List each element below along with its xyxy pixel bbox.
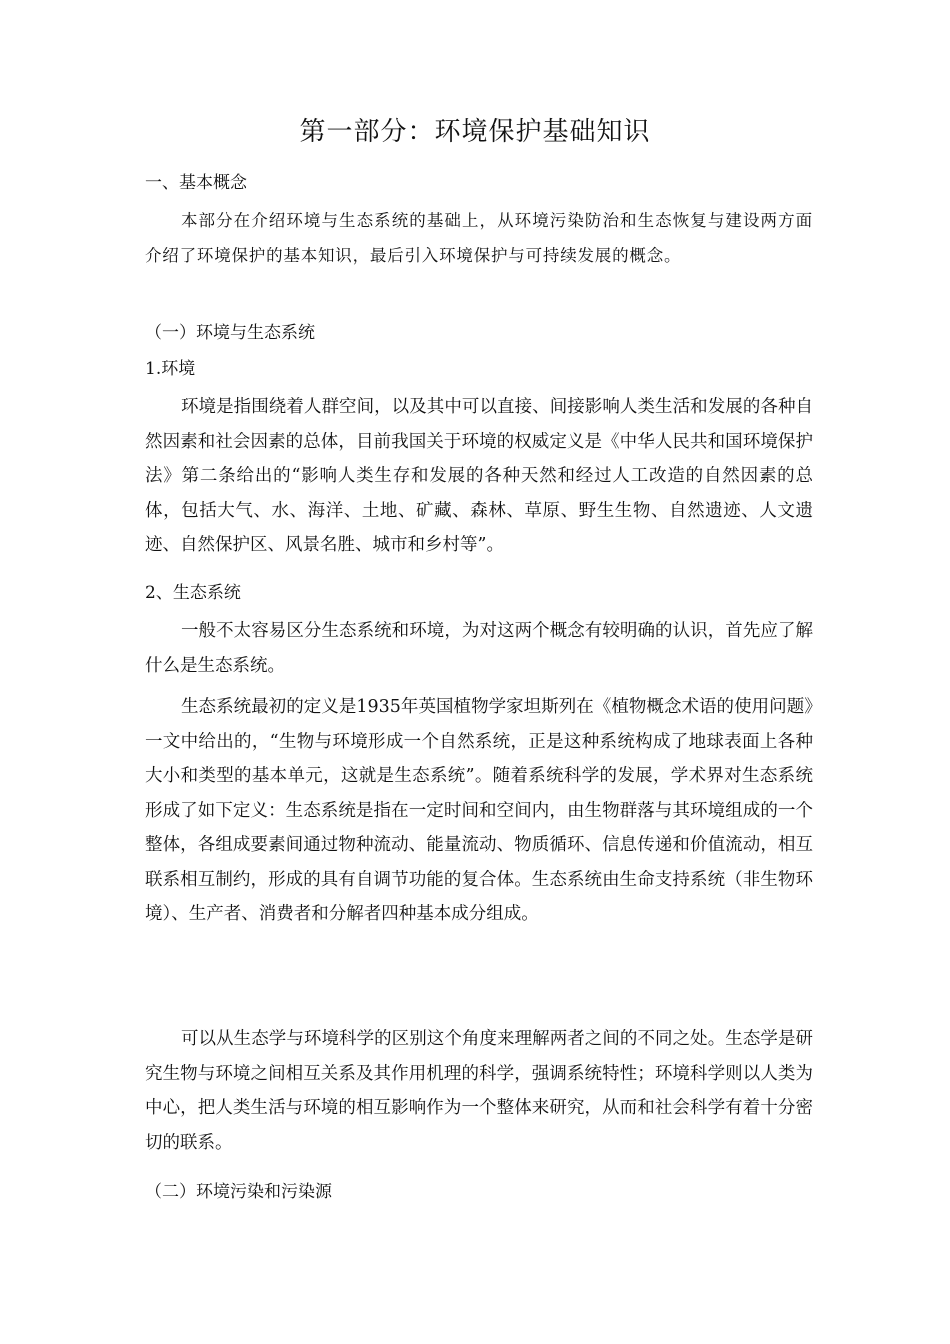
subsection-heading-environment-ecosystem: （一）环境与生态系统: [145, 323, 315, 343]
subsection-heading-pollution: （二）环境污染和污染源: [145, 1182, 332, 1202]
section-heading-basic-concepts: 一、基本概念: [145, 173, 247, 193]
intro-paragraph: 本部分在介绍环境与生态系统的基础上，从环境污染防治和生态恢复与建设两方面介绍了环境保护的基本知识，最后引入环境保护与可持续发展的概念。: [145, 211, 813, 265]
item-heading-ecosystem: 2、生态系统: [145, 583, 241, 603]
ecosystem-paragraph-1: 一般不太容易区分生态系统和环境，为对这两个概念有较明确的认识，首先应了解什么是生态系统。: [145, 621, 813, 676]
ecosystem-paragraph-2: 生态系统最初的定义是1935年英国植物学家坦斯列在《植物概念术语的使用问题》一文中给出的，“生物与环境形成一个自然系统，正是这种系统构成了地球表面上各种大小和类型的基本单元，这就是生态系统”。随着系统科学的发展，学术界对生态系统形成了如下定义：生态系统是指在一定时间和空间内，由生物群落与其环境组成的一个整体，各组成要素间通过物种流动、能量流动、物质循环、信息传递和价值流动，相互联系相互制约，形成的具有自调节功能的复合体。生态系统由生命支持系统（非生物环境）、生产者、消费者和分解者四种基本成分组成。: [145, 697, 813, 924]
environment-paragraph: 环境是指围绕着人群空间，以及其中可以直接、间接影响人类生活和发展的各种自然因素和社会因素的总体，目前我国关于环境的权威定义是《中华人民共和国环境保护法》第二条给出的“影响人类生存和发展的各种天然和经过人工改造的自然因素的总体，包括大气、水、海洋、土地、矿藏、森林、草原、野生生物、自然遗迹、人文遗迹、自然保护区、风景名胜、城市和乡村等”。: [145, 397, 813, 555]
item-heading-environment: 1.环境: [145, 359, 196, 379]
document-title: 第一部分：环境保护基础知识: [299, 117, 651, 147]
ecosystem-paragraph-3: 可以从生态学与环境科学的区别这个角度来理解两者之间的不同之处。生态学是研究生物与环境之间相互关系及其作用机理的科学，强调系统特性；环境科学则以人类为中心，把人类生活与环境的相互影响作为一个整体来研究，从而和社会科学有着十分密切的联系。: [145, 1029, 813, 1153]
